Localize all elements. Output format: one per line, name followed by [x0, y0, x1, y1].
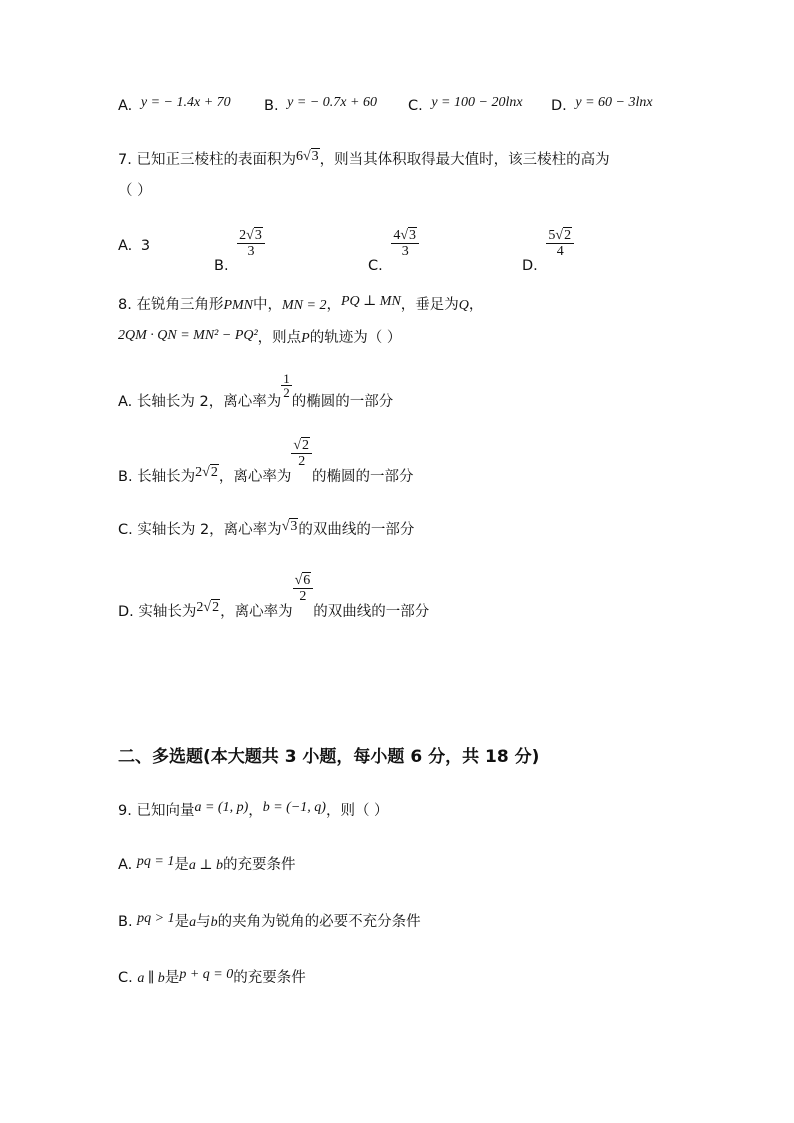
q6-option-d-label: D. — [551, 98, 567, 114]
q8-option-c-ecc: √3 — [281, 519, 298, 534]
q8-stem-line1: 8. 在锐角三角形PMN中，MN = 2，PQ ⊥ MN，垂足为Q， — [118, 294, 484, 313]
q8-option-a-fraction: $\frac{1}{2}$ — [283, 371, 290, 400]
q8-condition-expr: 2QM · QN = MN² − PQ² — [118, 328, 258, 343]
q6-option-b-label: B. — [264, 98, 279, 114]
q9-option-a: A. pq = 1是a ⊥ b的充要条件 — [118, 854, 296, 873]
q8-triangle: PMN — [223, 298, 254, 313]
q7-option-d-fraction: $\frac{5√2}{4}$ — [546, 228, 574, 259]
q9-option-c-expr2: p + q = 0 — [179, 967, 234, 982]
q8-option-b-ecc: $\frac{√2}{2}$ — [291, 438, 312, 469]
q8-foot-q: Q — [458, 298, 469, 313]
q9-option-c: C. a ∥ b是p + q = 0的充要条件 — [118, 967, 306, 986]
q7-option-a: A. 3 — [118, 238, 151, 254]
q8-option-b: B. 长轴长为2√2，离心率为 $\frac{√2}{2}$ 的椭圆的一部分 — [118, 438, 414, 485]
q6-option-a-expr: y = − 1.4x + 70 — [140, 95, 231, 110]
q8-option-a: A. 长轴长为 2，离心率为 $\frac{1}{2}$ 的椭圆的一部分 — [118, 371, 394, 410]
q7-option-d: D. $\frac{5√2}{4}$ — [522, 228, 574, 259]
q9-vector-a: a = (1, p) — [194, 800, 249, 815]
q8-option-c: C. 实轴长为 2，离心率为√3的双曲线的一部分 — [118, 519, 415, 538]
q8-option-b-axis: 2√2 — [195, 464, 218, 480]
q8-perp: PQ ⊥ MN — [340, 294, 401, 309]
q7-option-c-fraction: $\frac{4√3}{3}$ — [391, 228, 419, 259]
q6-option-c-label: C. — [408, 98, 423, 114]
q8-option-d-axis: 2√2 — [196, 599, 220, 615]
q9-option-a-expr: pq = 1 — [136, 854, 175, 869]
q6-option-c-expr: y = 100 − 20lnx — [431, 95, 523, 110]
q6-option-d — [551, 95, 653, 115]
q8-stem-line2: 2QM · QN = MN² − PQ²，则点P的轨迹为（ ） — [118, 328, 402, 346]
q7-prefix: 7. 已知正三棱柱的表面积为 — [118, 152, 296, 168]
q9-stem: 9. 已知向量a = (1, p)，b = (−1, q)，则（ ） — [118, 800, 389, 819]
q8-mn-eq: MN = 2 — [282, 298, 327, 313]
q8-option-d-ecc: $\frac{√6}{2}$ — [293, 573, 314, 604]
q6-option-a-label: A. — [118, 98, 133, 114]
q6-option-b — [264, 95, 377, 115]
q7-paren: （ ） — [118, 183, 152, 199]
q6-option-b-expr: y = − 0.7x + 60 — [287, 95, 377, 110]
q6-option-d-expr: y = 60 − 3lnx — [575, 95, 653, 110]
q7-option-b-fraction: $\frac{2√3}{3}$ — [237, 228, 265, 259]
q6-option-c — [408, 95, 523, 115]
q9-option-b-expr: pq > 1 — [137, 911, 175, 926]
q7-option-a-value: 3 — [140, 238, 151, 254]
q7-option-c: C. $\frac{4√3}{3}$ — [368, 228, 419, 259]
q6-option-a — [118, 95, 231, 115]
q9-option-a-expr2: a ⊥ b — [188, 858, 224, 873]
q8-point-p: P — [301, 331, 310, 346]
q7-area-expr: 6√3 — [295, 149, 319, 164]
q9-option-c-expr: a ∥ b — [137, 971, 165, 986]
section-2-title: 二、多选题(本大题共 3 小题，每小题 6 分，共 18 分) — [118, 747, 540, 767]
q9-vector-b: b = (−1, q) — [262, 800, 326, 815]
q7-option-b: B. $\frac{2√3}{3}$ — [214, 228, 265, 259]
q9-option-b: B. pq > 1是a与b的夹角为锐角的必要不充分条件 — [118, 911, 421, 930]
q8-option-d: D. 实轴长为2√2，离心率为 $\frac{√6}{2}$ 的双曲线的一部分 — [118, 573, 430, 620]
q7-suffix: ，则当其体积取得最大值时，该三棱柱的高为 — [319, 152, 610, 168]
q7-stem — [118, 150, 610, 171]
